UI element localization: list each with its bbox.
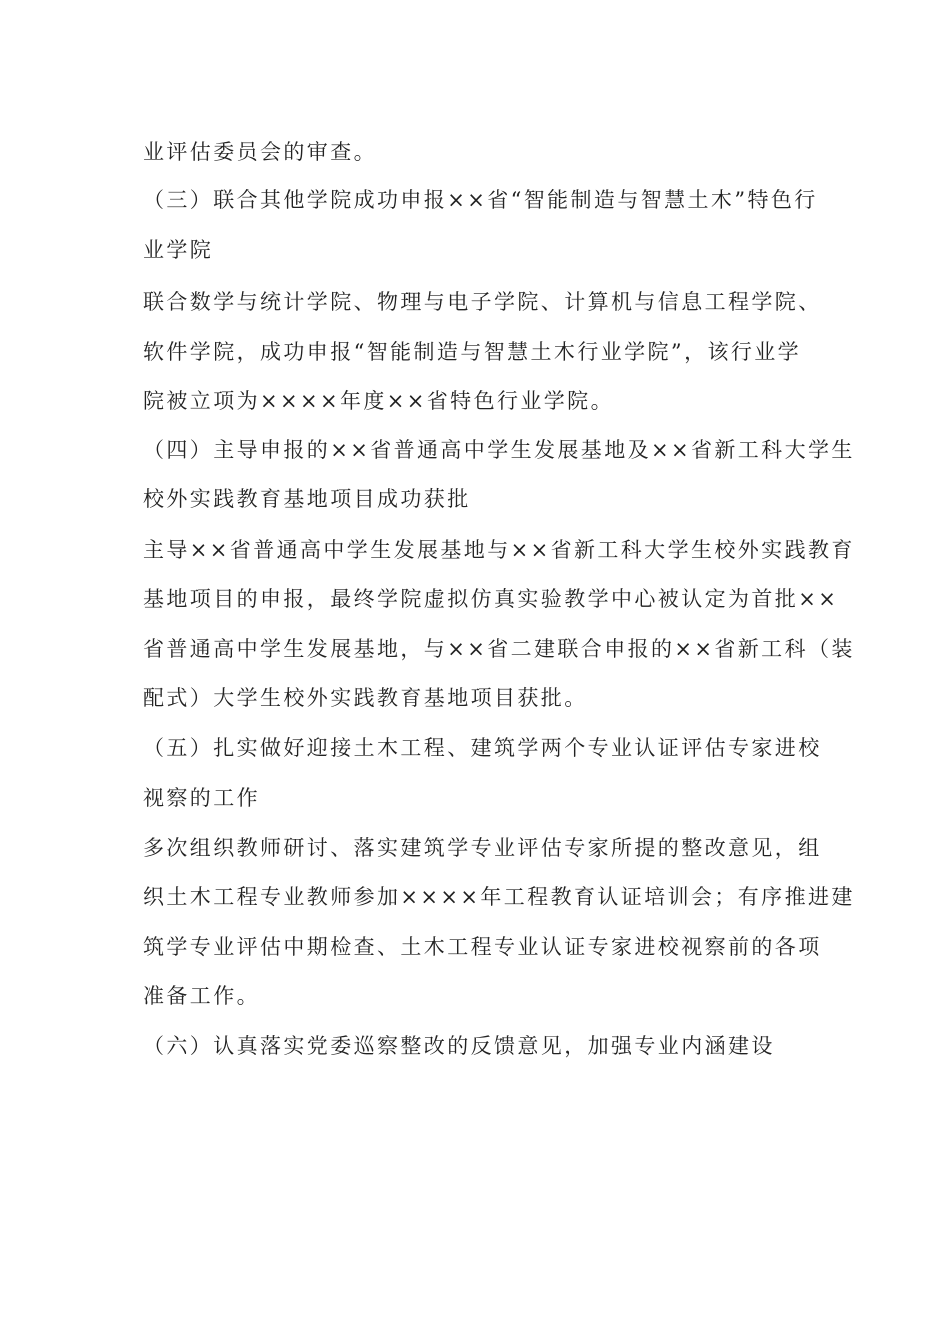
section-heading-5: （五）扎实做好迎接土木工程、建筑学两个专业认证评估专家进校 xyxy=(143,736,822,760)
paragraph-line: 筑学专业评估中期检查、土木工程专业认证专家进校视察前的各项 xyxy=(143,935,822,959)
paragraph-line: 联合数学与统计学院、物理与电子学院、计算机与信息工程学院、 xyxy=(143,290,822,314)
paragraph-line: 省普通高中学生发展基地，与××省二建联合申报的××省新工科（装 xyxy=(143,637,855,661)
paragraph-line: 准备工作。 xyxy=(143,984,260,1008)
paragraph-line: 院被立项为××××年度××省特色行业学院。 xyxy=(143,389,614,413)
text-line-continuation: 业评估委员会的审查。 xyxy=(143,140,377,164)
paragraph-line: 软件学院，成功申报“智能制造与智慧土木行业学院”，该行业学 xyxy=(143,340,802,364)
paragraph-line: 织土木工程专业教师参加××××年工程教育认证培训会；有序推进建 xyxy=(143,885,855,909)
section-heading-6: （六）认真落实党委巡察整改的反馈意见，加强专业内涵建设 xyxy=(143,1034,775,1058)
section-heading-5-cont: 视察的工作 xyxy=(143,786,260,810)
section-heading-3: （三）联合其他学院成功申报××省“智能制造与智慧土木”特色行 xyxy=(143,188,818,212)
paragraph-line: 配式）大学生校外实践教育基地项目获批。 xyxy=(143,686,588,710)
paragraph-line: 主导××省普通高中学生发展基地与××省新工科大学生校外实践教育 xyxy=(143,538,855,562)
section-heading-3-cont: 业学院 xyxy=(143,238,214,262)
section-heading-4-cont: 校外实践教育基地项目成功获批 xyxy=(143,487,471,511)
paragraph-line: 多次组织教师研讨、落实建筑学专业评估专家所提的整改意见，组 xyxy=(143,836,822,860)
paragraph-line: 基地项目的申报，最终学院虚拟仿真实验教学中心被认定为首批×× xyxy=(143,587,839,611)
section-heading-4: （四）主导申报的××省普通高中学生发展基地及××省新工科大学生 xyxy=(143,438,855,462)
